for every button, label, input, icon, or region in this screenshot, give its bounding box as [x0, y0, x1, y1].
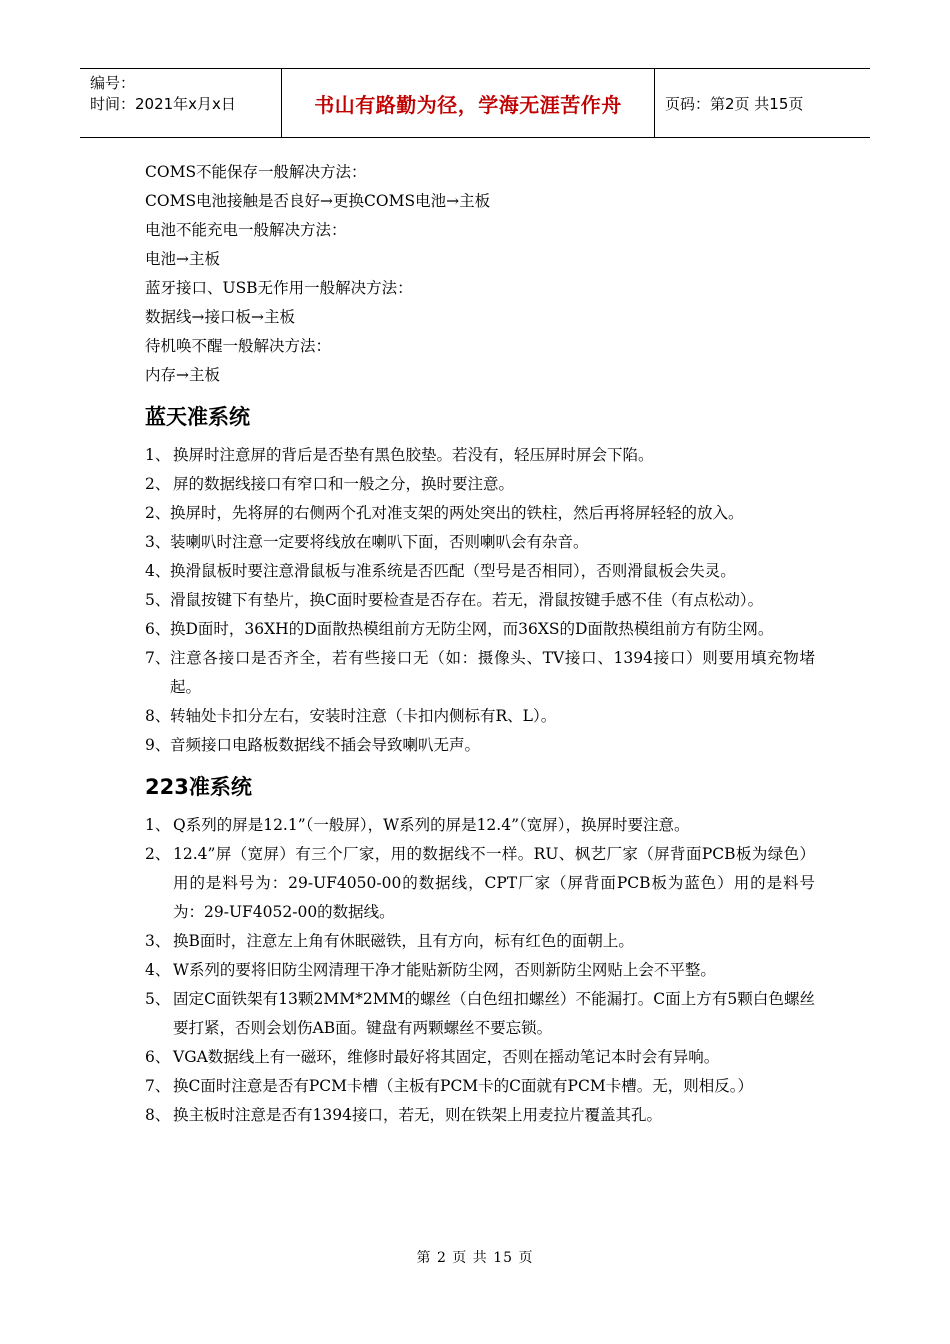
item-text: 换主板时注意是否有1394接口，若无，则在铁架上用麦拉片覆盖其孔。 [173, 1106, 662, 1124]
item-text: 换C面时注意是否有PCM卡槽（主板有PCM卡的C面就有PCM卡槽。无，则相反。） [173, 1077, 753, 1095]
intro-line: COMS电池接触是否良好→更换COMS电池→主板 [145, 192, 491, 210]
section-title-lantian: 蓝天准系统 [145, 405, 250, 429]
intro-block [145, 158, 815, 390]
list-item [145, 956, 815, 985]
list-item [145, 1043, 815, 1072]
intro-line: 数据线→接口板→主板 [145, 308, 295, 326]
intro-line: COMS不能保存一般解决方法： [145, 163, 367, 181]
item-number: 5、 [145, 990, 171, 1008]
item-number: 9、 [145, 736, 171, 754]
item-number: 7、 [145, 1077, 171, 1095]
list-item [145, 499, 815, 528]
header-page-info: 页码：第2页 共15页 [665, 94, 804, 113]
list-item [145, 811, 815, 840]
list-item [145, 644, 815, 702]
item-number: 6、 [145, 620, 171, 638]
item-text: W系列的要将旧防尘网清理干净才能贴新防尘网，否则新防尘网贴上会不平整。 [173, 961, 716, 979]
section-list-223 [145, 811, 815, 1130]
item-text: 转轴处卡扣分左右，安装时注意（卡扣内侧标有R、L）。 [170, 707, 557, 725]
list-item [145, 615, 815, 644]
list-item [145, 1101, 815, 1130]
item-text: 屏的数据线接口有窄口和一般之分，换时要注意。 [173, 475, 515, 493]
page-header [80, 68, 870, 138]
list-item [145, 528, 815, 557]
item-number: 8、 [145, 707, 171, 725]
intro-line: 电池不能充电一般解决方法： [145, 221, 347, 239]
item-number: 3、 [145, 533, 171, 551]
list-item [145, 1072, 815, 1101]
item-text: 换D面时，36XH的D面散热模组前方无防尘网，而36XS的D面散热模组前方有防尘网。 [170, 620, 774, 638]
intro-line: 蓝牙接口、USB无作用一般解决方法： [145, 279, 413, 297]
item-number: 5、 [145, 591, 171, 609]
list-item [145, 470, 815, 499]
item-text: VGA数据线上有一磁环，维修时最好将其固定，否则在摇动笔记本时会有异响。 [173, 1048, 720, 1066]
item-text: Q系列的屏是12.1”（一般屏），W系列的屏是12.4”（宽屏），换屏时要注意。 [173, 816, 690, 834]
item-number: 2、 [145, 845, 171, 863]
item-number: 1、 [145, 446, 171, 464]
item-text: 换屏时注意屏的背后是否垫有黑色胶垫。若没有，轻压屏时屏会下陷。 [173, 446, 654, 464]
section-list-lantian [145, 441, 815, 760]
item-number: 4、 [145, 562, 171, 580]
item-number: 2、 [145, 475, 171, 493]
list-item [145, 731, 815, 760]
list-item [145, 586, 815, 615]
list-item [145, 702, 815, 731]
document-body [145, 158, 815, 1130]
list-item [145, 557, 815, 586]
item-number: 6、 [145, 1048, 171, 1066]
header-meta [80, 69, 282, 137]
item-text: 固定C面铁架有13颗2MM*2MM的螺丝（白色纽扣螺丝）不能漏打。C面上方有5颗白色螺丝要打紧，否则会划伤AB面。键盘有两颗螺丝不要忘锁。 [173, 990, 815, 1037]
document-date: 时间：2021年x月x日 [90, 95, 236, 113]
item-text: 滑鼠按键下有垫片，换C面时要检查是否存在。若无，滑鼠按键手感不佳（有点松动）。 [170, 591, 764, 609]
item-text: 换屏时，先将屏的右侧两个孔对准支架的两处突出的铁柱，然后再将屏轻轻的放入。 [170, 504, 744, 522]
intro-line: 电池→主板 [145, 250, 220, 268]
item-number: 4、 [145, 961, 171, 979]
list-item [145, 985, 815, 1043]
item-number: 8、 [145, 1106, 171, 1124]
list-item [145, 927, 815, 956]
item-text: 12.4”屏（宽屏）有三个厂家，用的数据线不一样。RU、枫艺厂家（屏背面PCB板为绿色）用的是料号为：29-UF4050-00的数据线，CPT厂家（屏背面PCB板为蓝色）用的是料号为：29-UF4052-00的数据线。 [173, 845, 815, 921]
item-text: 换滑鼠板时要注意滑鼠板与准系统是否匹配（型号是否相同），否则滑鼠板会失灵。 [170, 562, 736, 580]
list-item [145, 441, 815, 470]
intro-line: 内存→主板 [145, 366, 220, 384]
item-number: 2、 [145, 504, 171, 522]
item-text: 换B面时，注意左上角有休眠磁铁，且有方向，标有红色的面朝上。 [173, 932, 634, 950]
document-number-label: 编号： [90, 74, 136, 92]
section-title-223: 223准系统 [145, 775, 252, 799]
intro-line: 待机唤不醒一般解决方法： [145, 337, 332, 355]
item-number: 7、 [145, 649, 171, 667]
item-text: 音频接口电路板数据线不插会导致喇叭无声。 [170, 736, 481, 754]
page-footer: 第 2 页 共 15 页 [416, 1250, 534, 1266]
list-item [145, 840, 815, 927]
item-text: 装喇叭时注意一定要将线放在喇叭下面，否则喇叭会有杂音。 [170, 533, 589, 551]
item-number: 1、 [145, 816, 171, 834]
item-number: 3、 [145, 932, 171, 950]
header-motto: 书山有路勤为径，学海无涯苦作舟 [282, 69, 655, 137]
item-text: 注意各接口是否齐全，若有些接口无（如：摄像头、TV接口、1394接口）则要用填充物堵起。 [170, 649, 815, 696]
